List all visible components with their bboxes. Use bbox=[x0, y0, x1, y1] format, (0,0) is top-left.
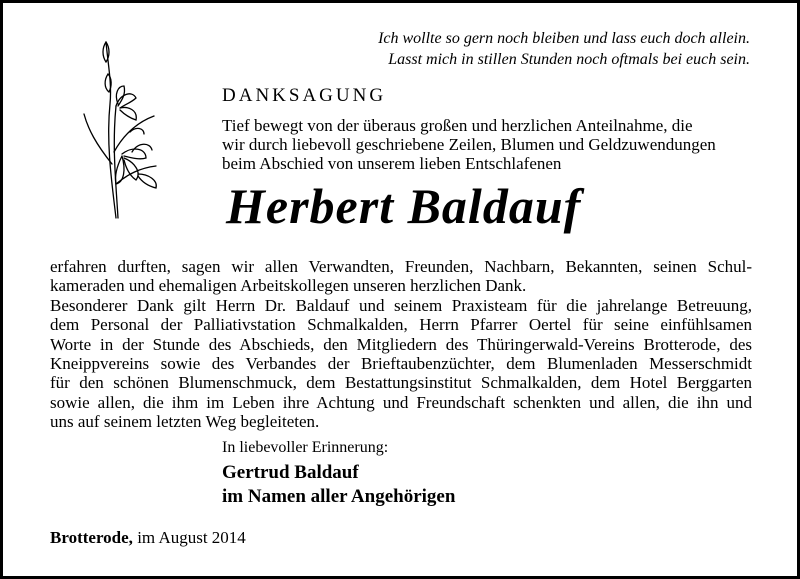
body-line: kameraden und ehemaligen Arbeitskollegen unseren herzlichen Dank. bbox=[50, 276, 527, 296]
notice-heading: DANKSAGUNG bbox=[222, 85, 387, 106]
body-line: für den schönen Blumenschmuck, dem Bestattungsinstitut Schmalkalden, dem Hotel Berggarten bbox=[50, 373, 752, 393]
body-line: erfahren durften, sagen wir allen Verwandten, Freunden, Nachbarn, Bekannten, seinen Schul- bbox=[50, 257, 752, 276]
body-line: dem Personal der Palliativstation Schmalkalden, Herrn Pfarrer Oertel für seine einfühlsamen bbox=[50, 315, 752, 335]
iris-flower-icon bbox=[76, 34, 168, 220]
intro-line: wir durch liebevoll geschriebene Zeilen, Blumen und Geldzuwendungen bbox=[222, 135, 716, 154]
place-name: Brotterode, bbox=[50, 528, 133, 547]
motto-line-1: Ich wollte so gern noch bleiben und lass euch doch allein. bbox=[378, 30, 750, 47]
body-line: Besonderer Dank gilt Herrn Dr. Baldauf und seinem Praxisteam für die jahrelange Betreuung, bbox=[50, 295, 752, 315]
thanks-paragraph bbox=[50, 257, 752, 432]
body-line: Kneippvereins sowie des Verbandes der Brieftaubenzüchter, dem Blumenladen Messerschmidt bbox=[50, 354, 752, 374]
motto-verse bbox=[330, 28, 750, 70]
notice-date: im August 2014 bbox=[137, 528, 246, 547]
intro-line: beim Abschied von unserem lieben Entschlafenen bbox=[222, 154, 562, 173]
deceased-name: Herbert Baldauf bbox=[226, 178, 582, 234]
intro-line: Tief bewegt von der überaus großen und herzlichen Anteilnahme, die bbox=[222, 116, 693, 135]
signer-relation: im Namen aller Angehörigen bbox=[222, 486, 456, 507]
body-line: sowie allen, die ihm im Leben ihre Achtung und Freundschaft schenkten und allen, die ihn und bbox=[50, 392, 752, 412]
motto-line-2: Lasst mich in stillen Stunden noch oftmals bei euch sein. bbox=[388, 51, 750, 68]
body-line: Worte in der Stunde des Abschieds, den Mitgliedern des Thüringerwald-Vereins Brotterode, des bbox=[50, 334, 752, 354]
intro-paragraph bbox=[222, 116, 752, 173]
signer-block bbox=[222, 461, 455, 509]
closing-greeting: In liebevoller Erinnerung: bbox=[222, 439, 389, 456]
body-line: uns auf seinem letzten Weg begleiteten. bbox=[50, 412, 320, 432]
signer-name: Gertrud Baldauf bbox=[222, 462, 359, 483]
place-date bbox=[50, 528, 246, 548]
